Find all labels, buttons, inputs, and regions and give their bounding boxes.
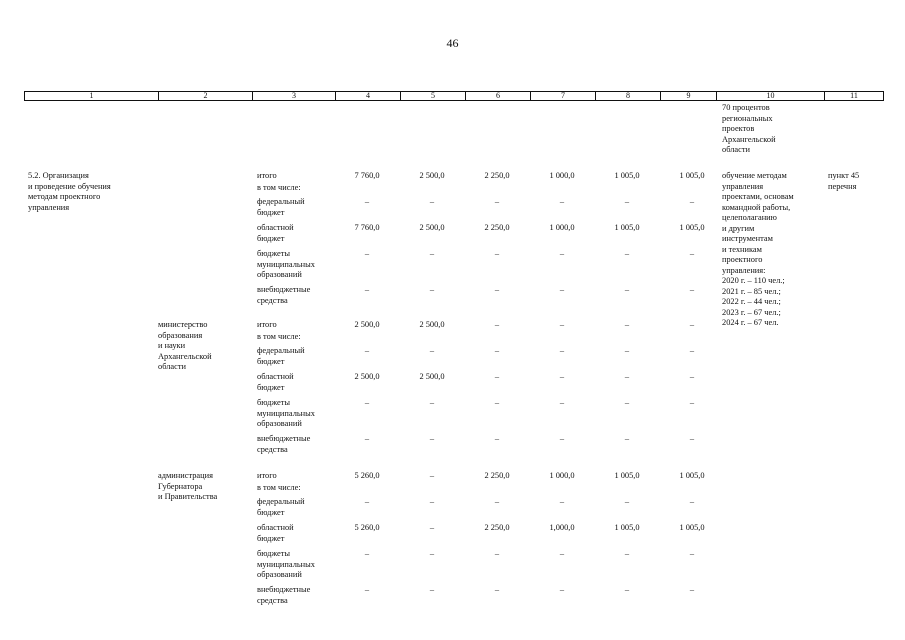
amount-cell: – [494, 197, 500, 206]
amount-cell: – [689, 549, 695, 558]
funding-source-label: в том числе: [257, 332, 301, 341]
amount-cell: – [689, 434, 695, 443]
amount-cell: – [364, 398, 370, 407]
amount-cell: – [364, 497, 370, 506]
amount-cell: – [364, 585, 370, 594]
amount-cell: 1 005,0 [679, 223, 705, 232]
amount-cell: 2 500,0 [419, 223, 445, 232]
header-cell-7 [530, 91, 595, 101]
amount-cell: 5 260,0 [354, 523, 380, 532]
header-number: 2 [203, 91, 208, 100]
amount-cell: 1 000,0 [549, 223, 575, 232]
amount-cell: – [494, 497, 500, 506]
amount-cell: – [689, 497, 695, 506]
amount-cell: – [364, 434, 370, 443]
amount-cell: 1 005,0 [679, 523, 705, 532]
amount-cell: – [624, 497, 630, 506]
header-cell-5 [400, 91, 465, 101]
funding-source-label: внебюджетные средства [257, 585, 311, 605]
amount-cell: – [494, 249, 500, 258]
amount-cell: – [624, 585, 630, 594]
header-number: 4 [366, 91, 370, 100]
amount-cell: 1 005,0 [614, 471, 640, 480]
amount-cell: 1 005,0 [614, 171, 640, 180]
funding-source-label: внебюджетные средства [257, 285, 311, 305]
amount-cell: – [494, 585, 500, 594]
header-cell-9 [660, 91, 716, 101]
amount-cell: – [559, 398, 565, 407]
header-cell-4 [335, 91, 400, 101]
amount-cell: – [559, 585, 565, 594]
amount-cell: – [429, 346, 435, 355]
amount-cell: – [429, 523, 435, 532]
amount-cell: – [494, 346, 500, 355]
amount-cell: – [494, 285, 500, 294]
amount-cell: – [689, 249, 695, 258]
amount-cell: – [689, 285, 695, 294]
amount-cell: – [624, 346, 630, 355]
funding-source-label: федеральный бюджет [257, 197, 305, 217]
amount-cell: – [624, 197, 630, 206]
funding-source-label: в том числе: [257, 183, 301, 192]
amount-cell: 2 250,0 [484, 223, 510, 232]
amount-cell: 2 500,0 [354, 320, 380, 329]
header-cell-3 [252, 91, 335, 101]
header-cell-11 [824, 91, 884, 101]
amount-cell: – [494, 398, 500, 407]
amount-cell: – [429, 497, 435, 506]
amount-cell: – [559, 497, 565, 506]
amount-cell: – [364, 346, 370, 355]
amount-cell: 7 760,0 [354, 171, 380, 180]
funding-source-label: областной бюджет [257, 372, 294, 392]
amount-cell: – [364, 549, 370, 558]
header-number: 7 [561, 91, 565, 100]
amount-cell: – [689, 585, 695, 594]
amount-cell: – [624, 372, 630, 381]
amount-cell: – [494, 549, 500, 558]
funding-source-label: итого [257, 171, 277, 180]
header-number: 3 [292, 91, 296, 100]
header-number: 9 [686, 91, 691, 100]
header-cell-1 [24, 91, 158, 101]
header-number: 5 [431, 91, 435, 100]
header-number: 10 [766, 91, 775, 100]
amount-cell: – [559, 320, 565, 329]
funding-source-label: бюджеты муниципальных образований [257, 549, 315, 579]
amount-cell: – [559, 197, 565, 206]
header-cell-10 [716, 91, 824, 101]
amount-cell: – [559, 346, 565, 355]
amount-cell: 7 760,0 [354, 223, 380, 232]
funding-source-label: итого [257, 320, 277, 329]
page-number: 46 [446, 36, 459, 50]
amount-cell: – [559, 249, 565, 258]
amount-cell: 1 005,0 [614, 223, 640, 232]
amount-cell: 2 500,0 [419, 372, 445, 381]
header-cell-2 [158, 91, 252, 101]
header-number: 8 [626, 91, 630, 100]
amount-cell: 1 005,0 [679, 471, 705, 480]
carry-over-text: 70 процентов региональных проектов Архангельской области [722, 103, 776, 154]
executor: министерство образования и науки Архангельской области [158, 320, 212, 371]
amount-cell: 2 500,0 [354, 372, 380, 381]
amount-cell: – [494, 434, 500, 443]
funding-source-label: внебюджетные средства [257, 434, 311, 454]
amount-cell: – [624, 320, 630, 329]
amount-cell: – [689, 372, 695, 381]
amount-cell: 2 250,0 [484, 523, 510, 532]
expected-result: обучение методам управления проектами, основам командной работы, целеполаганию и другим инструментам и техникам проектного управления: 2020 г. – 110 чел.; 2021 г. – 85 чел.; 2022 г. – 44 чел.; 2023 г. – 67 чел.; 2024 г. – 67 чел. [722, 171, 794, 327]
activity-title: 5.2. Организация и проведение обучения методам проектного управления [28, 171, 111, 212]
funding-source-label: бюджеты муниципальных образований [257, 249, 315, 279]
header-cell-8 [595, 91, 660, 101]
amount-cell: – [429, 471, 435, 480]
amount-cell: 1,000,0 [549, 523, 575, 532]
amount-cell: – [429, 398, 435, 407]
amount-cell: – [559, 372, 565, 381]
amount-cell: – [429, 249, 435, 258]
amount-cell: – [364, 197, 370, 206]
funding-source-label: областной бюджет [257, 523, 294, 543]
amount-cell: – [494, 372, 500, 381]
amount-cell: – [429, 585, 435, 594]
amount-cell: 1 005,0 [614, 523, 640, 532]
amount-cell: – [429, 549, 435, 558]
executor: администрация Губернатора и Правительства [158, 471, 218, 501]
header-number: 1 [89, 91, 94, 100]
amount-cell: – [364, 249, 370, 258]
funding-source-label: федеральный бюджет [257, 346, 305, 366]
amount-cell: 2 250,0 [484, 471, 510, 480]
amount-cell: – [429, 285, 435, 294]
amount-cell: 1 005,0 [679, 171, 705, 180]
amount-cell: – [689, 398, 695, 407]
header-number: 11 [850, 91, 858, 100]
amount-cell: – [624, 285, 630, 294]
amount-cell: 2 500,0 [419, 171, 445, 180]
amount-cell: – [689, 320, 695, 329]
amount-cell: 1 000,0 [549, 171, 575, 180]
amount-cell: – [364, 285, 370, 294]
amount-cell: – [624, 549, 630, 558]
amount-cell: – [429, 434, 435, 443]
amount-cell: – [624, 249, 630, 258]
amount-cell: – [559, 434, 565, 443]
amount-cell: – [559, 285, 565, 294]
funding-source-label: в том числе: [257, 483, 301, 492]
amount-cell: – [689, 346, 695, 355]
amount-cell: 1 000,0 [549, 471, 575, 480]
amount-cell: 5 260,0 [354, 471, 380, 480]
amount-cell: 2 250,0 [484, 171, 510, 180]
funding-source-label: бюджеты муниципальных образований [257, 398, 315, 428]
header-cell-6 [465, 91, 530, 101]
amount-cell: – [494, 320, 500, 329]
reference: пункт 45 перечня [828, 171, 860, 191]
amount-cell: – [429, 197, 435, 206]
amount-cell: – [689, 197, 695, 206]
funding-source-label: итого [257, 471, 277, 480]
amount-cell: – [559, 549, 565, 558]
funding-source-label: федеральный бюджет [257, 497, 305, 517]
amount-cell: – [624, 398, 630, 407]
amount-cell: – [624, 434, 630, 443]
header-number: 6 [496, 91, 500, 100]
amount-cell: 2 500,0 [419, 320, 445, 329]
funding-source-label: областной бюджет [257, 223, 294, 243]
